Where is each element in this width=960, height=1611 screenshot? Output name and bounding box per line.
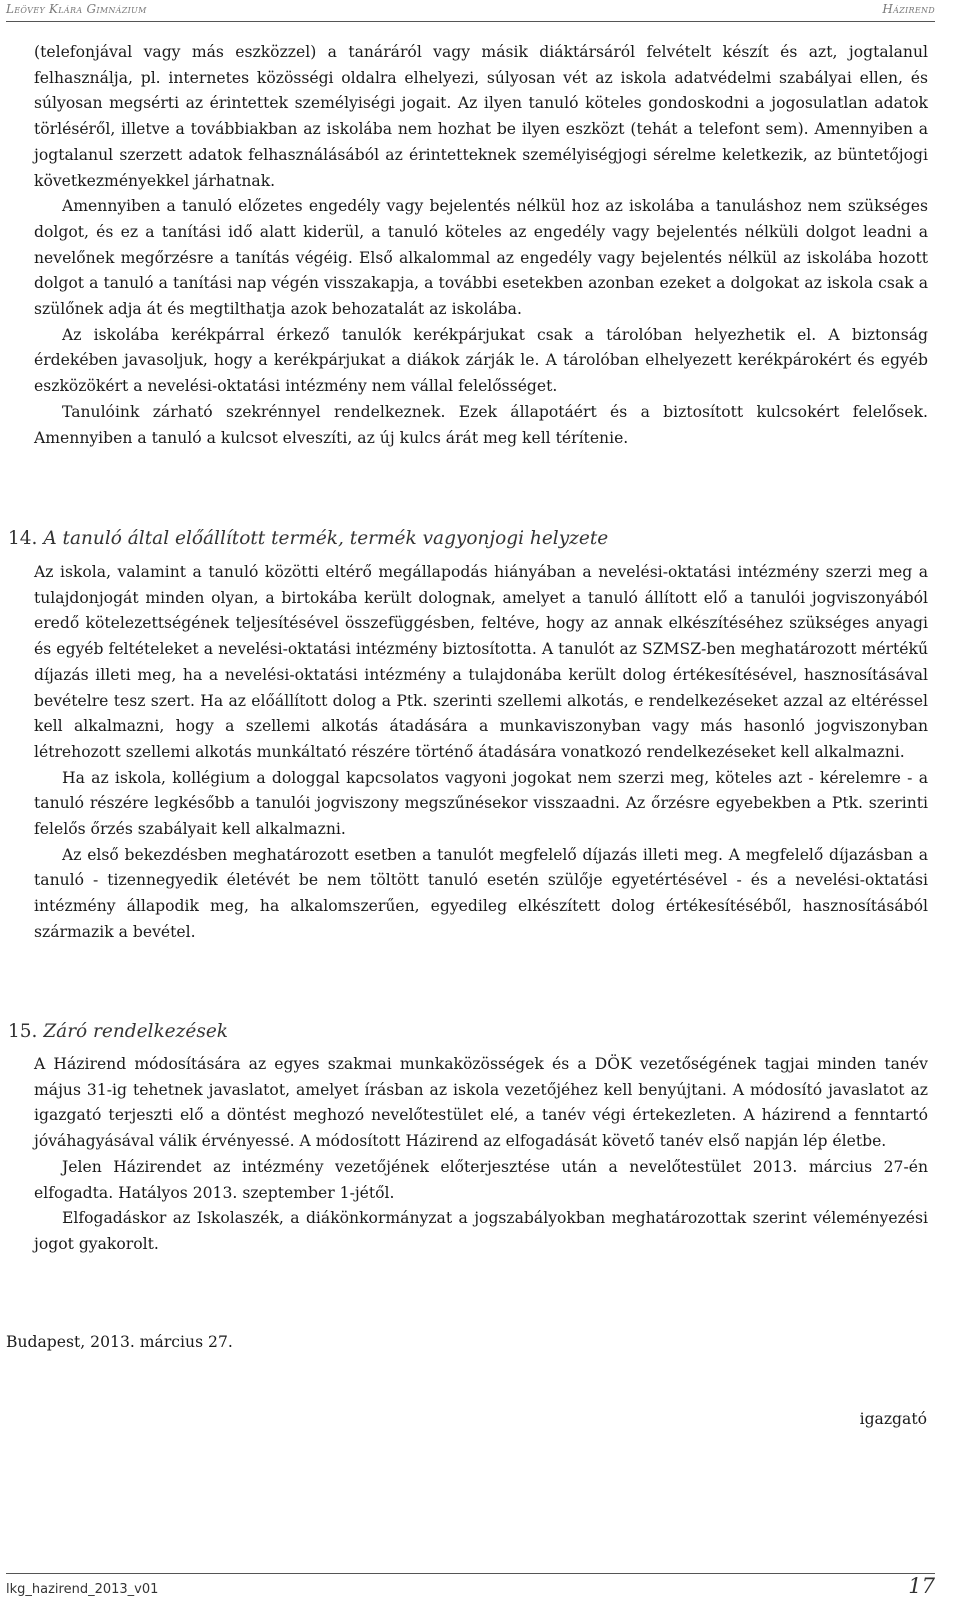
signature-title: igazgató [859, 1410, 927, 1428]
paragraph: Ha az iskola, kollégium a dologgal kapcsolatos vagyoni jogokat nem szerzi meg, köteles azt - kérelemre - a tanuló részére legkésőbb a tanulói jogviszony megszűnésekor visszaadni. Az őrzésre egyebekben a Ptk. szerinti felelős őrzés szabályait kell alkalmazni. [34, 768, 928, 839]
section-15-heading [8, 1019, 228, 1045]
header-document-title: Házirend [882, 2, 935, 16]
footer-filename: lkg_hazirend_2013_v01 [6, 1582, 159, 1597]
section-title: Záró rendelkezések [43, 1021, 228, 1042]
page-footer [6, 1573, 935, 1604]
section-number: 15. [8, 1021, 38, 1042]
section-15-body [34, 1052, 928, 1258]
paragraph: (telefonjával vagy más eszközzel) a tanáráról vagy másik diáktársáról felvételt készít és azt, jogtalanul felhasználja, pl. internetes közösségi oldalra elhelyezi, súlyosan vét az iskola adatvédelmi szabályai ellen, és súlyosan megsérti az érintettek személyiségi jogait. Az ilyen tanuló köteles gondoskodni a jogosulatlan adatok törléséről, illetve a továbbiakban az iskolába nem hozhat be ilyen eszközt (tehát a telefont sem). Amennyiben a jogtalanul szerzett adatok felhasználásából az érintetteknek személyiségjogi sérelme keletkezik, az büntetőjogi következményekkel járhatnak. [34, 43, 928, 190]
section-14-body [34, 560, 928, 946]
paragraph: Elfogadáskor az Iskolaszék, a diákönkormányzat a jogszabályokban meghatározottak szerint véleményezési jogot gyakorolt. [34, 1209, 928, 1253]
page-header [6, 0, 935, 22]
section-number: 14. [8, 528, 38, 549]
page-number: 17 [908, 1574, 935, 1598]
paragraph: Az iskolába kerékpárral érkező tanulók kerékpárjukat csak a tárolóban helyezhetik el. A biztonság érdekében javasoljuk, hogy a kerékpárjukat a diákok zárják le. A tárolóban elhelyezett kerékpárokért és egyéb eszközökért a nevelési-oktatási intézmény nem vállal felelősséget. [34, 325, 928, 396]
paragraph: Tanulóink zárható szekrénnyel rendelkeznek. Ezek állapotáért és a biztosított kulcsokért felelősek. Amennyiben a tanuló a kulcsot elveszíti, az új kulcs árát meg kell térítenie. [34, 402, 928, 447]
section-title: A tanuló által előállított termék, termék vagyonjogi helyzete [43, 528, 609, 549]
intro-text [34, 40, 928, 451]
paragraph: Jelen Házirendet az intézmény vezetőjének előterjesztése után a nevelőtestület 2013. március 27-én elfogadta. Hatályos 2013. szeptember 1-jétől. [34, 1157, 928, 1202]
paragraph: Amennyiben a tanuló előzetes engedély vagy bejelentés nélkül hoz az iskolába a tanuláshoz nem szükséges dolgot, és ez a tanítási idő alatt kiderül, a tanuló köteles az engedély vagy bejelentés nélküli dolgot leadni a nevelőnek megőrzésre a tanítás végéig. Első alkalommal az engedély vagy bejelentés nélkül az iskolába hozott dolgot a tanuló a tanítási nap végén visszakapja, a további esetekben azonban ezeket a dolgokat az iskola csak a szülőnek adja át és megtilthatja azok behozatalát az iskolába. [34, 197, 928, 319]
paragraph: A Házirend módosítására az egyes szakmai munkaközösségek és a DÖK vezetőségének tagjai minden tanév május 31-ig tehetnek javaslatot, amelyet írásban az iskola vezetőjéhez kell benyújtani. A módosító javaslatot az igazgató terjeszti elő a döntést meghozó nevelőtestület elé, a tanév végi értekezleten. A házirend a fenntartó jóváhagyásával válik érvényessé. A módosított Házirend az elfogadását követő tanév első napján lép életbe. [34, 1055, 928, 1151]
paragraph: Az első bekezdésben meghatározott esetben a tanulót megfelelő díjazás illeti meg. A megfelelő díjazásban a tanuló - tizennegyedik életévét be nem töltött tanuló esetén szülője egyetértésével - és a nevelési-oktatási intézmény állapodik meg, ha alkalomszerűen, egyedileg elkészített dolog értékesítéséből, hasznosításából származik a bevétel. [34, 845, 928, 941]
paragraph: Az iskola, valamint a tanuló közötti eltérő megállapodás hiányában a nevelési-oktatási intézmény szerzi meg a tulajdonjogát minden olyan, a birtokába került dolognak, amelyet a tanuló állított elő a tanulói jogviszonyából eredő kötelezettségének teljesítésével összefüggésben, feltéve, hogy az annak elkészítéséhez szükséges anyagi és egyéb feltételeket a nevelési-oktatási intézmény biztosította. A tanulót az SZMSZ-ben meghatározott mértékű díjazás illeti meg, ha a nevelési-oktatási intézmény a tulajdonába került dolog értékesítésével, hasznosításával bevételre tesz szert. Ha az előállított dolog a Ptk. szerinti szellemi alkotás, e rendelkezéseket azzal az eltéréssel kell alkalmazni, hogy a szellemi alkotás átadására a munkaviszonyban vagy más hasonló jogviszonyban létrehozott szellemi alkotás munkáltató részére történő átadására vonatkozó rendelkezéseket kell alkalmazni. [34, 563, 928, 761]
place-date: Budapest, 2013. március 27. [6, 1333, 233, 1351]
section-14-heading [8, 526, 608, 552]
header-school-name: Leövey Klára Gimnázium [6, 2, 147, 16]
